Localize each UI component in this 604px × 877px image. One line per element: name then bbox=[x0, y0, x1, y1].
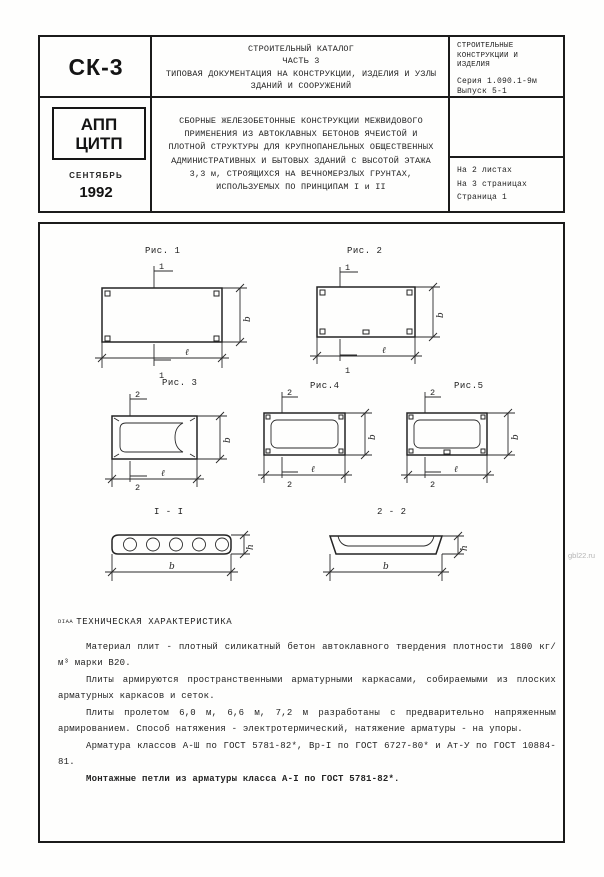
drawing-area bbox=[38, 222, 565, 843]
section1-drawing bbox=[97, 524, 262, 594]
publisher-line: АПП bbox=[80, 114, 118, 134]
publisher-stamp bbox=[52, 107, 146, 160]
figure2-caption: Рис. 2 bbox=[347, 246, 383, 256]
figure4-caption: Рис.4 bbox=[310, 381, 340, 391]
sec1-outline bbox=[112, 535, 231, 554]
dim-width: b bbox=[243, 316, 253, 322]
tech-paragraph: Материал плит - плотный силикатный бетон автоклавного твердения плотности 1800 кг/м³ марки В20. bbox=[58, 641, 556, 668]
cut-label: 2 bbox=[287, 480, 293, 490]
dim-height: h bbox=[460, 545, 470, 551]
cut-label: 2 bbox=[135, 390, 141, 400]
catalog-code: СК-3 bbox=[68, 54, 124, 80]
dim-width: b bbox=[436, 312, 446, 318]
cut-label: 1 bbox=[345, 263, 351, 273]
subject-line: ПЛОТНОЙ СТРУКТУРЫ ДЛЯ КРУПНОПАНЕЛЬНЫХ ОБЩЕСТВЕННЫХ bbox=[168, 142, 434, 153]
subject-cell bbox=[152, 98, 450, 211]
fig2-outline bbox=[317, 287, 415, 337]
catalog-title-line: ЧАСТЬ 3 bbox=[282, 56, 320, 66]
dim-length: ℓ bbox=[382, 346, 386, 356]
fig4-outline bbox=[264, 413, 345, 455]
cut-label: 2 bbox=[287, 388, 293, 398]
figure3-caption: Рис. 3 bbox=[162, 378, 198, 388]
tech-heading-prefix: DIAA bbox=[58, 618, 74, 625]
figure1-caption: Рис. 1 bbox=[145, 246, 181, 256]
dim-width: b bbox=[368, 434, 378, 440]
subject-line: СБОРНЫЕ ЖЕЛЕЗОБЕТОННЫЕ КОНСТРУКЦИИ МЕЖВИДОВОГО bbox=[179, 115, 423, 126]
fig1-cut-marks bbox=[154, 262, 173, 381]
issue-year: 1992 bbox=[79, 184, 113, 201]
dim-length: ℓ bbox=[161, 469, 165, 479]
cut-label: 2 bbox=[430, 388, 436, 398]
fig1-outline bbox=[102, 288, 222, 342]
cut-label: 1 bbox=[159, 262, 165, 272]
subject-line: АДМИНИСТРАТИВНЫХ И БЫТОВЫХ ЗДАНИЙ С ВЫСОТОЙ ЭТАЖА bbox=[171, 155, 431, 166]
fig3-cut-marks bbox=[130, 390, 147, 493]
cut-label: 1 bbox=[159, 371, 165, 381]
catalog-title-line: СТРОИТЕЛЬНЫЙ КАТАЛОГ bbox=[247, 43, 355, 54]
sheets-line: На 3 страницах bbox=[457, 179, 528, 189]
dim-height: h bbox=[246, 544, 256, 550]
figure5-plan-drawing bbox=[400, 390, 530, 502]
tech-heading bbox=[58, 614, 556, 631]
sheets-info-cell bbox=[450, 158, 565, 211]
tech-paragraph-mounting-loops: Монтажные петли из арматуры класса А-I по ГОСТ 5781-82*. bbox=[86, 773, 400, 784]
sec2-outline bbox=[330, 536, 442, 554]
catalog-title-line: ТИПОВАЯ ДОКУМЕНТАЦИЯ НА КОНСТРУКЦИИ, ИЗДЕЛИЯ И УЗЛЫ bbox=[165, 68, 437, 79]
figure4-plan-drawing bbox=[254, 390, 384, 502]
fig1-dimensions bbox=[95, 284, 253, 368]
dim-width: b bbox=[223, 437, 233, 443]
section2-drawing bbox=[317, 524, 477, 594]
tech-paragraph: Плиты армируются пространственными арматурными каркасами, собираемыми из плоских арматурных каркасов и сеток. bbox=[58, 674, 556, 701]
empty-cell bbox=[450, 98, 565, 158]
dim-length: ℓ bbox=[185, 348, 189, 358]
issue-month: СЕНТЯБРЬ bbox=[69, 171, 123, 180]
sheets-line: На 2 листах bbox=[457, 166, 513, 175]
org-cell bbox=[450, 37, 565, 98]
tech-paragraph: Плиты пролетом 6,0 м, 6,6 м, 7,2 м разработаны с предварительно напряженным армированием. Способ натяжения - электротермический, натяжение арматуры - на упоры. bbox=[58, 707, 556, 734]
subject-line: ИСПОЛЬЗУЕМЫХ ПО ПРИНЦИПАМ I и II bbox=[216, 181, 386, 192]
figure1-plan-drawing bbox=[87, 260, 262, 382]
dim-length: ℓ bbox=[454, 465, 458, 475]
dim-length: ℓ bbox=[311, 465, 315, 475]
fig5-outline bbox=[407, 413, 487, 455]
org-line: СТРОИТЕЛЬНЫЕ bbox=[457, 42, 514, 50]
subject-line: ПРИМЕНЕНИЯ ИЗ АВТОКЛАВНЫХ БЕТОНОВ ЯЧЕИСТОЙ И bbox=[184, 129, 418, 140]
series-label: Серия 1.090.1-9м bbox=[457, 76, 538, 86]
fig2-dimensions bbox=[310, 283, 446, 364]
catalog-title-line: ЗДАНИЙ И СООРУЖЕНИЙ bbox=[250, 81, 352, 91]
site-watermark: gbl22.ru bbox=[568, 551, 596, 560]
tech-paragraph: Арматура классов А-Ш по ГОСТ 5781-82*, Вр-I по ГОСТ 6727-80* и Ат-У по ГОСТ 10884-81. bbox=[58, 740, 556, 767]
dim-width: b bbox=[511, 434, 521, 440]
dim-width: b bbox=[383, 562, 389, 572]
org-line: ИЗДЕЛИЯ bbox=[457, 61, 490, 69]
subject-line: 3,3 м, СТРОЯЩИХСЯ НА ВЕЧНОМЕРЗЛЫХ ГРУНТАХ, bbox=[189, 168, 413, 179]
sheets-line: Страница 1 bbox=[457, 193, 508, 202]
technical-characteristics bbox=[58, 614, 556, 787]
section2-caption: 2 - 2 bbox=[377, 507, 407, 517]
figure2-plan-drawing bbox=[302, 260, 452, 382]
figure5-caption: Рис.5 bbox=[454, 381, 484, 391]
publisher-cell bbox=[40, 98, 152, 211]
cut-label: 2 bbox=[135, 483, 141, 493]
dim-width: b bbox=[169, 562, 175, 572]
figure3-plan-drawing bbox=[97, 390, 247, 502]
section1-caption: I - I bbox=[154, 507, 184, 517]
fig3-outline bbox=[112, 416, 197, 459]
org-line: КОНСТРУКЦИИ И bbox=[457, 51, 519, 60]
catalog-code-cell bbox=[40, 37, 152, 98]
issue-label: Выпуск 5-1 bbox=[457, 87, 508, 96]
sec2-dimensions bbox=[323, 532, 470, 581]
cut-label: 1 bbox=[345, 366, 351, 376]
fig2-cut-marks bbox=[340, 263, 358, 376]
header-table bbox=[38, 35, 565, 213]
publisher-line: ЦИТП bbox=[75, 133, 123, 153]
cut-label: 2 bbox=[430, 480, 436, 490]
catalog-title-cell bbox=[152, 37, 450, 98]
tech-heading-text: ТЕХНИЧЕСКАЯ ХАРАКТЕРИСТИКА bbox=[76, 617, 233, 627]
